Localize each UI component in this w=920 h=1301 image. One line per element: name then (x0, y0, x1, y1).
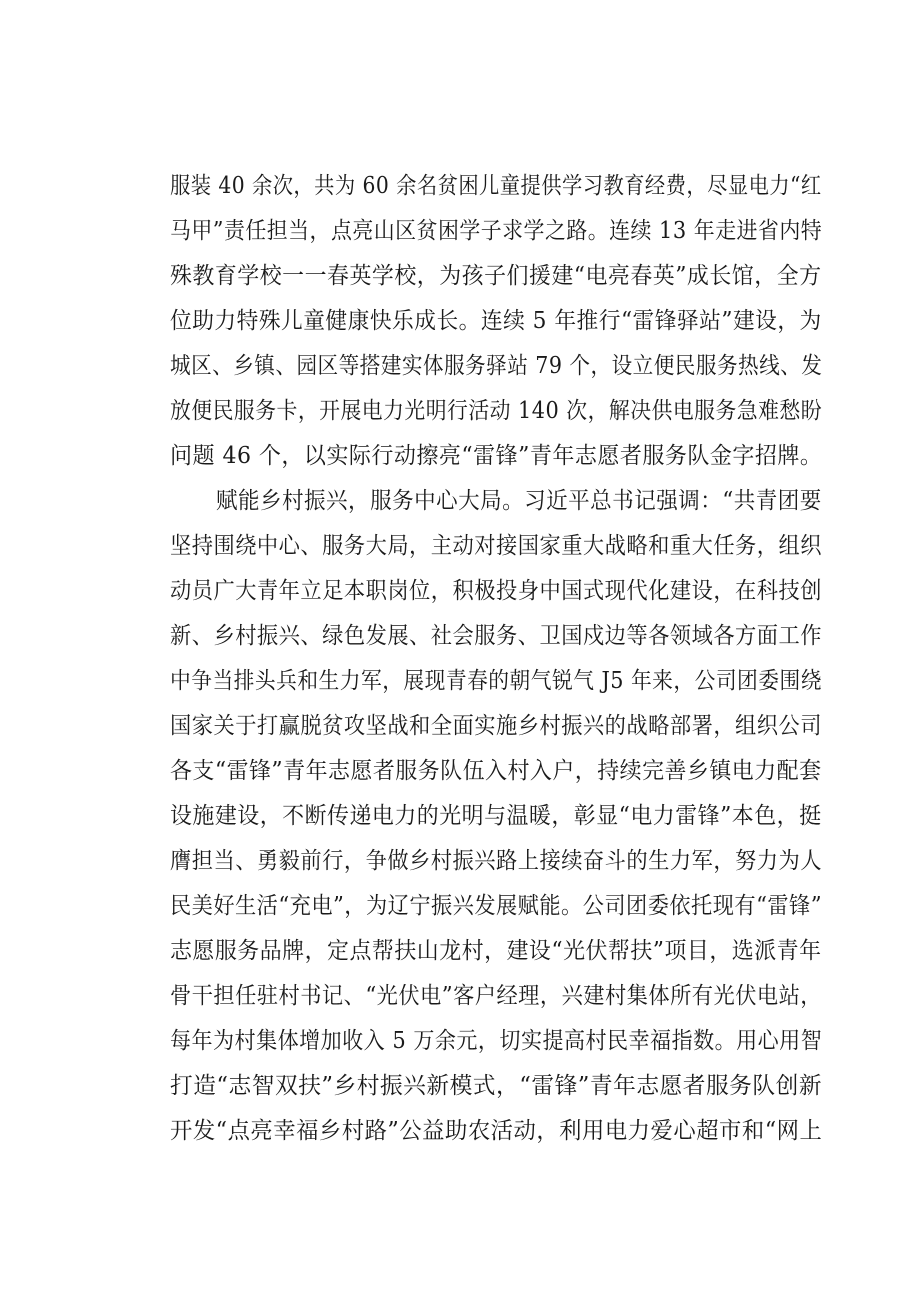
text-line: 新、乡村振兴、绿色发展、社会服务、卫国戍边等各领域各方面工作 (170, 623, 822, 649)
text-line: 马甲”责任担当，点亮山区贫困学子求学之路。连续 13 年走进省内特 (170, 218, 823, 244)
text-line: 打造“志智双扶”乡村振兴新模式，“雷锋”青年志愿者服务队创新 (170, 1073, 823, 1099)
text-line: 问题 46 个，以实际行动擦亮“雷锋”青年志愿者服务队金字招牌。 (170, 443, 823, 469)
text-line: 赋能乡村振兴，服务中心大局。习近平总书记强调：“共青团要 (216, 488, 822, 514)
text-line: 服装 40 余次，共为 60 余名贫困儿童提供学习教育经费，尽显电力“红 (170, 173, 822, 199)
text-line: 国家关于打赢脱贫攻坚战和全面实施乡村振兴的战略部署，组织公司 (170, 713, 822, 739)
text-line: 中争当排头兵和生力军，展现青春的朝气锐气 J5 年来，公司团委围绕 (170, 668, 822, 694)
text-line: 开发“点亮幸福乡村路”公益助农活动，利用电力爱心超市和“网上 (170, 1118, 823, 1144)
text-line: 志愿服务品牌，定点帮扶山龙村，建设“光伏帮扶”项目，选派青年 (170, 938, 822, 964)
text-line: 设施建设，不断传递电力的光明与温暖，彰显“电力雷锋”本色，挺 (170, 803, 822, 829)
text-line: 坚持围绕中心、服务大局，主动对接国家重大战略和重大任务，组织 (170, 533, 822, 559)
text-line: 每年为村集体增加收入 5 万余元，切实提高村民幸福指数。用心用智 (170, 1028, 823, 1054)
text-line: 民美好生活“充电”，为辽宁振兴发展赋能。公司团委依托现有“雷锋” (170, 893, 823, 919)
text-line: 骨干担任驻村书记、“光伏电”客户经理，兴建村集体所有光伏电站， (170, 983, 823, 1009)
text-line: 殊教育学校一一春英学校，为孩子们援建“电亮春英”成长馆，全方 (170, 263, 822, 289)
text-line: 动员广大青年立足本职岗位，积极投身中国式现代化建设，在科技创 (170, 578, 822, 604)
text-line: 膺担当、勇毅前行，争做乡村振兴路上接续奋斗的生力军，努力为人 (170, 848, 822, 874)
text-line: 放便民服务卡，开展电力光明行活动 140 次，解决供电服务急难愁盼 (170, 398, 823, 424)
text-line: 各支“雷锋”青年志愿者服务队伍入村入户，持续完善乡镇电力配套 (170, 758, 822, 784)
text-line: 城区、乡镇、园区等搭建实体服务驿站 79 个，设立便民服务热线、发 (170, 353, 823, 379)
text-line: 位助力特殊儿童健康快乐成长。连续 5 年推行“雷锋驿站”建设，为 (170, 308, 822, 334)
